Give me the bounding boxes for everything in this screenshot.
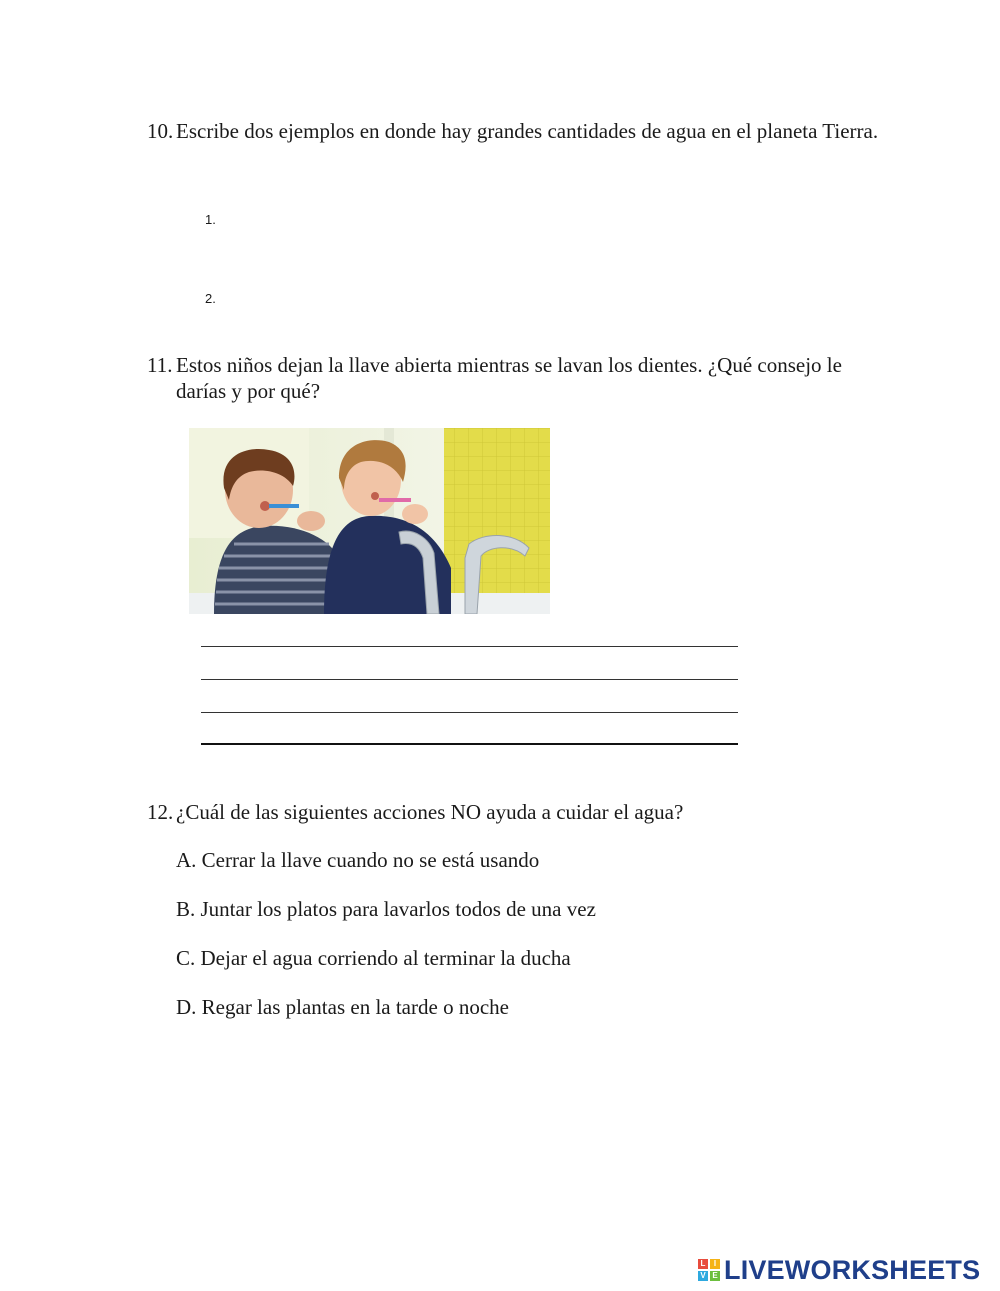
answer-item-1: 1.	[205, 212, 216, 227]
question-text: Estos niños dejan la llave abierta mientras se lavan los dientes. ¿Qué consejo le darías y por qué?	[176, 353, 842, 403]
question-number: 10.	[147, 119, 174, 143]
option-c[interactable]: C. Dejar el agua corriendo al terminar la ducha	[176, 946, 571, 970]
answer-line[interactable]	[201, 743, 738, 745]
answer-line[interactable]	[201, 646, 738, 647]
question-number: 11.	[147, 353, 173, 377]
logo-tiles-icon: L I V E	[698, 1259, 720, 1281]
answer-line[interactable]	[201, 712, 738, 713]
option-d[interactable]: D. Regar las plantas en la tarde o noche	[176, 995, 509, 1019]
option-a[interactable]: A. Cerrar la llave cuando no se está usando	[176, 848, 540, 872]
question-text: ¿Cuál de las siguientes acciones NO ayuda a cuidar el agua?	[176, 800, 684, 824]
answer-line[interactable]	[201, 679, 738, 680]
liveworksheets-logo	[698, 1256, 980, 1284]
question-number: 12.	[147, 800, 174, 824]
logo-text: LIVEWORKSHEETS	[724, 1254, 981, 1285]
question-text: Escribe dos ejemplos en donde hay grandes cantidades de agua en el planeta Tierra.	[176, 119, 879, 143]
children-brushing-teeth-photo	[189, 428, 550, 614]
option-b[interactable]: B. Juntar los platos para lavarlos todos de una vez	[176, 897, 596, 921]
answer-item-2: 2.	[205, 291, 216, 306]
